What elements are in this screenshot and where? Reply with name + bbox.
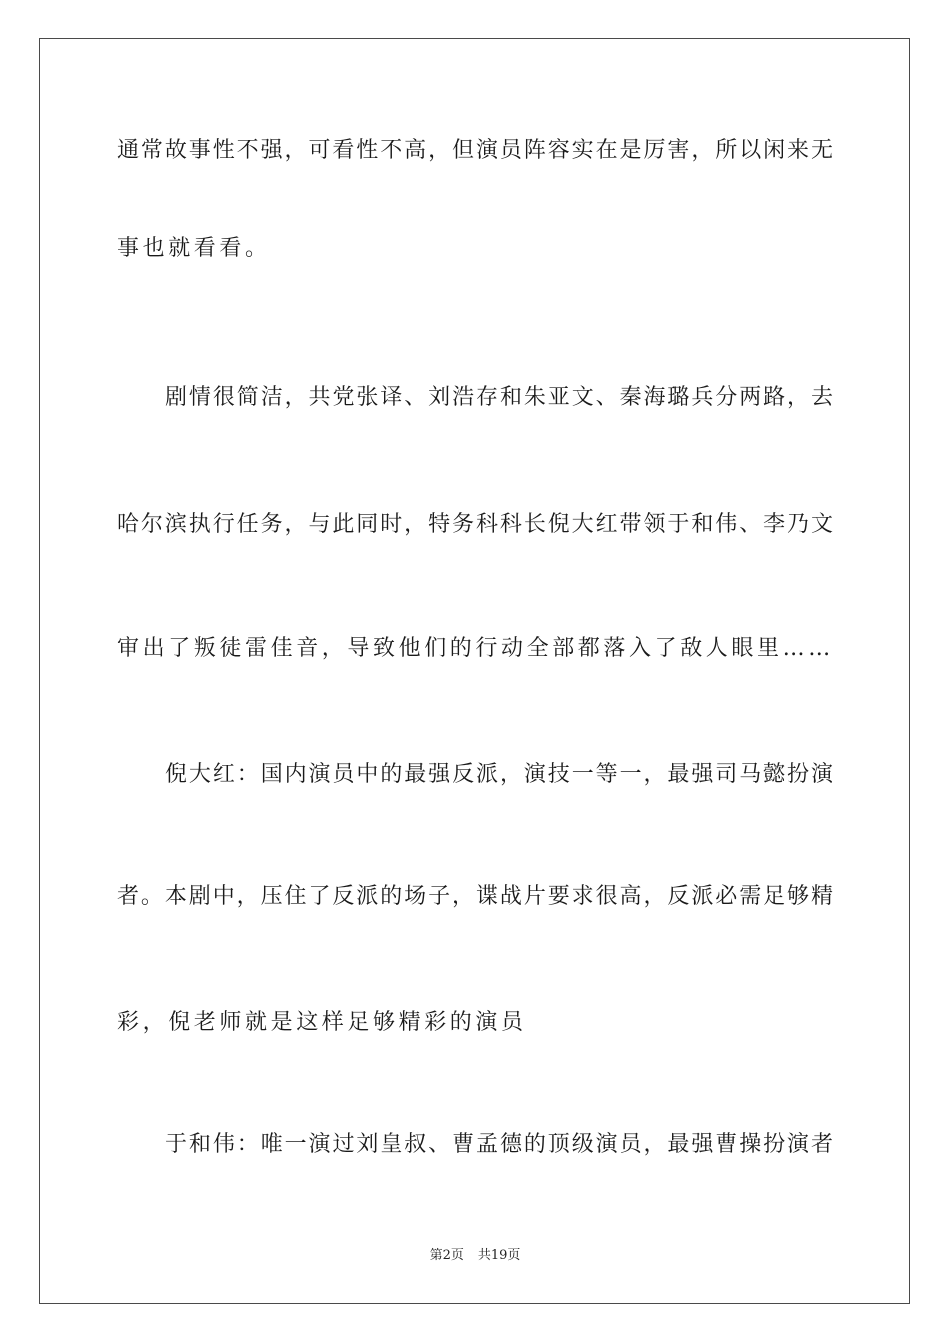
body-line-8: 彩，倪老师就是这样足够精彩的演员 — [117, 1010, 527, 1035]
body-line-4: 哈尔滨执行任务，与此同时，特务科科长倪大红带领于和伟、李乃文 — [117, 512, 833, 537]
body-line-3: 剧情很简洁，共党张译、刘浩存和朱亚文、秦海璐兵分两路，去 — [165, 385, 833, 410]
body-line-5: 审出了叛徒雷佳音，导致他们的行动全部都落入了敌人眼里…… — [117, 636, 834, 661]
page-total: 共19页 — [477, 1248, 521, 1263]
page-number: 第2页 — [429, 1248, 464, 1263]
page-footer — [0, 1247, 950, 1265]
page-border — [39, 38, 910, 1304]
body-line-6: 倪大红：国内演员中的最强反派，演技一等一，最强司马懿扮演 — [165, 762, 833, 787]
body-line-7: 者。本剧中，压住了反派的场子，谍战片要求很高，反派必需足够精 — [117, 884, 833, 909]
body-line-1: 通常故事性不强，可看性不高，但演员阵容实在是厉害，所以闲来无 — [117, 138, 833, 163]
body-line-9: 于和伟：唯一演过刘皇叔、曹孟德的顶级演员，最强曹操扮演者 — [165, 1132, 833, 1157]
body-line-2: 事也就看看。 — [117, 236, 271, 261]
